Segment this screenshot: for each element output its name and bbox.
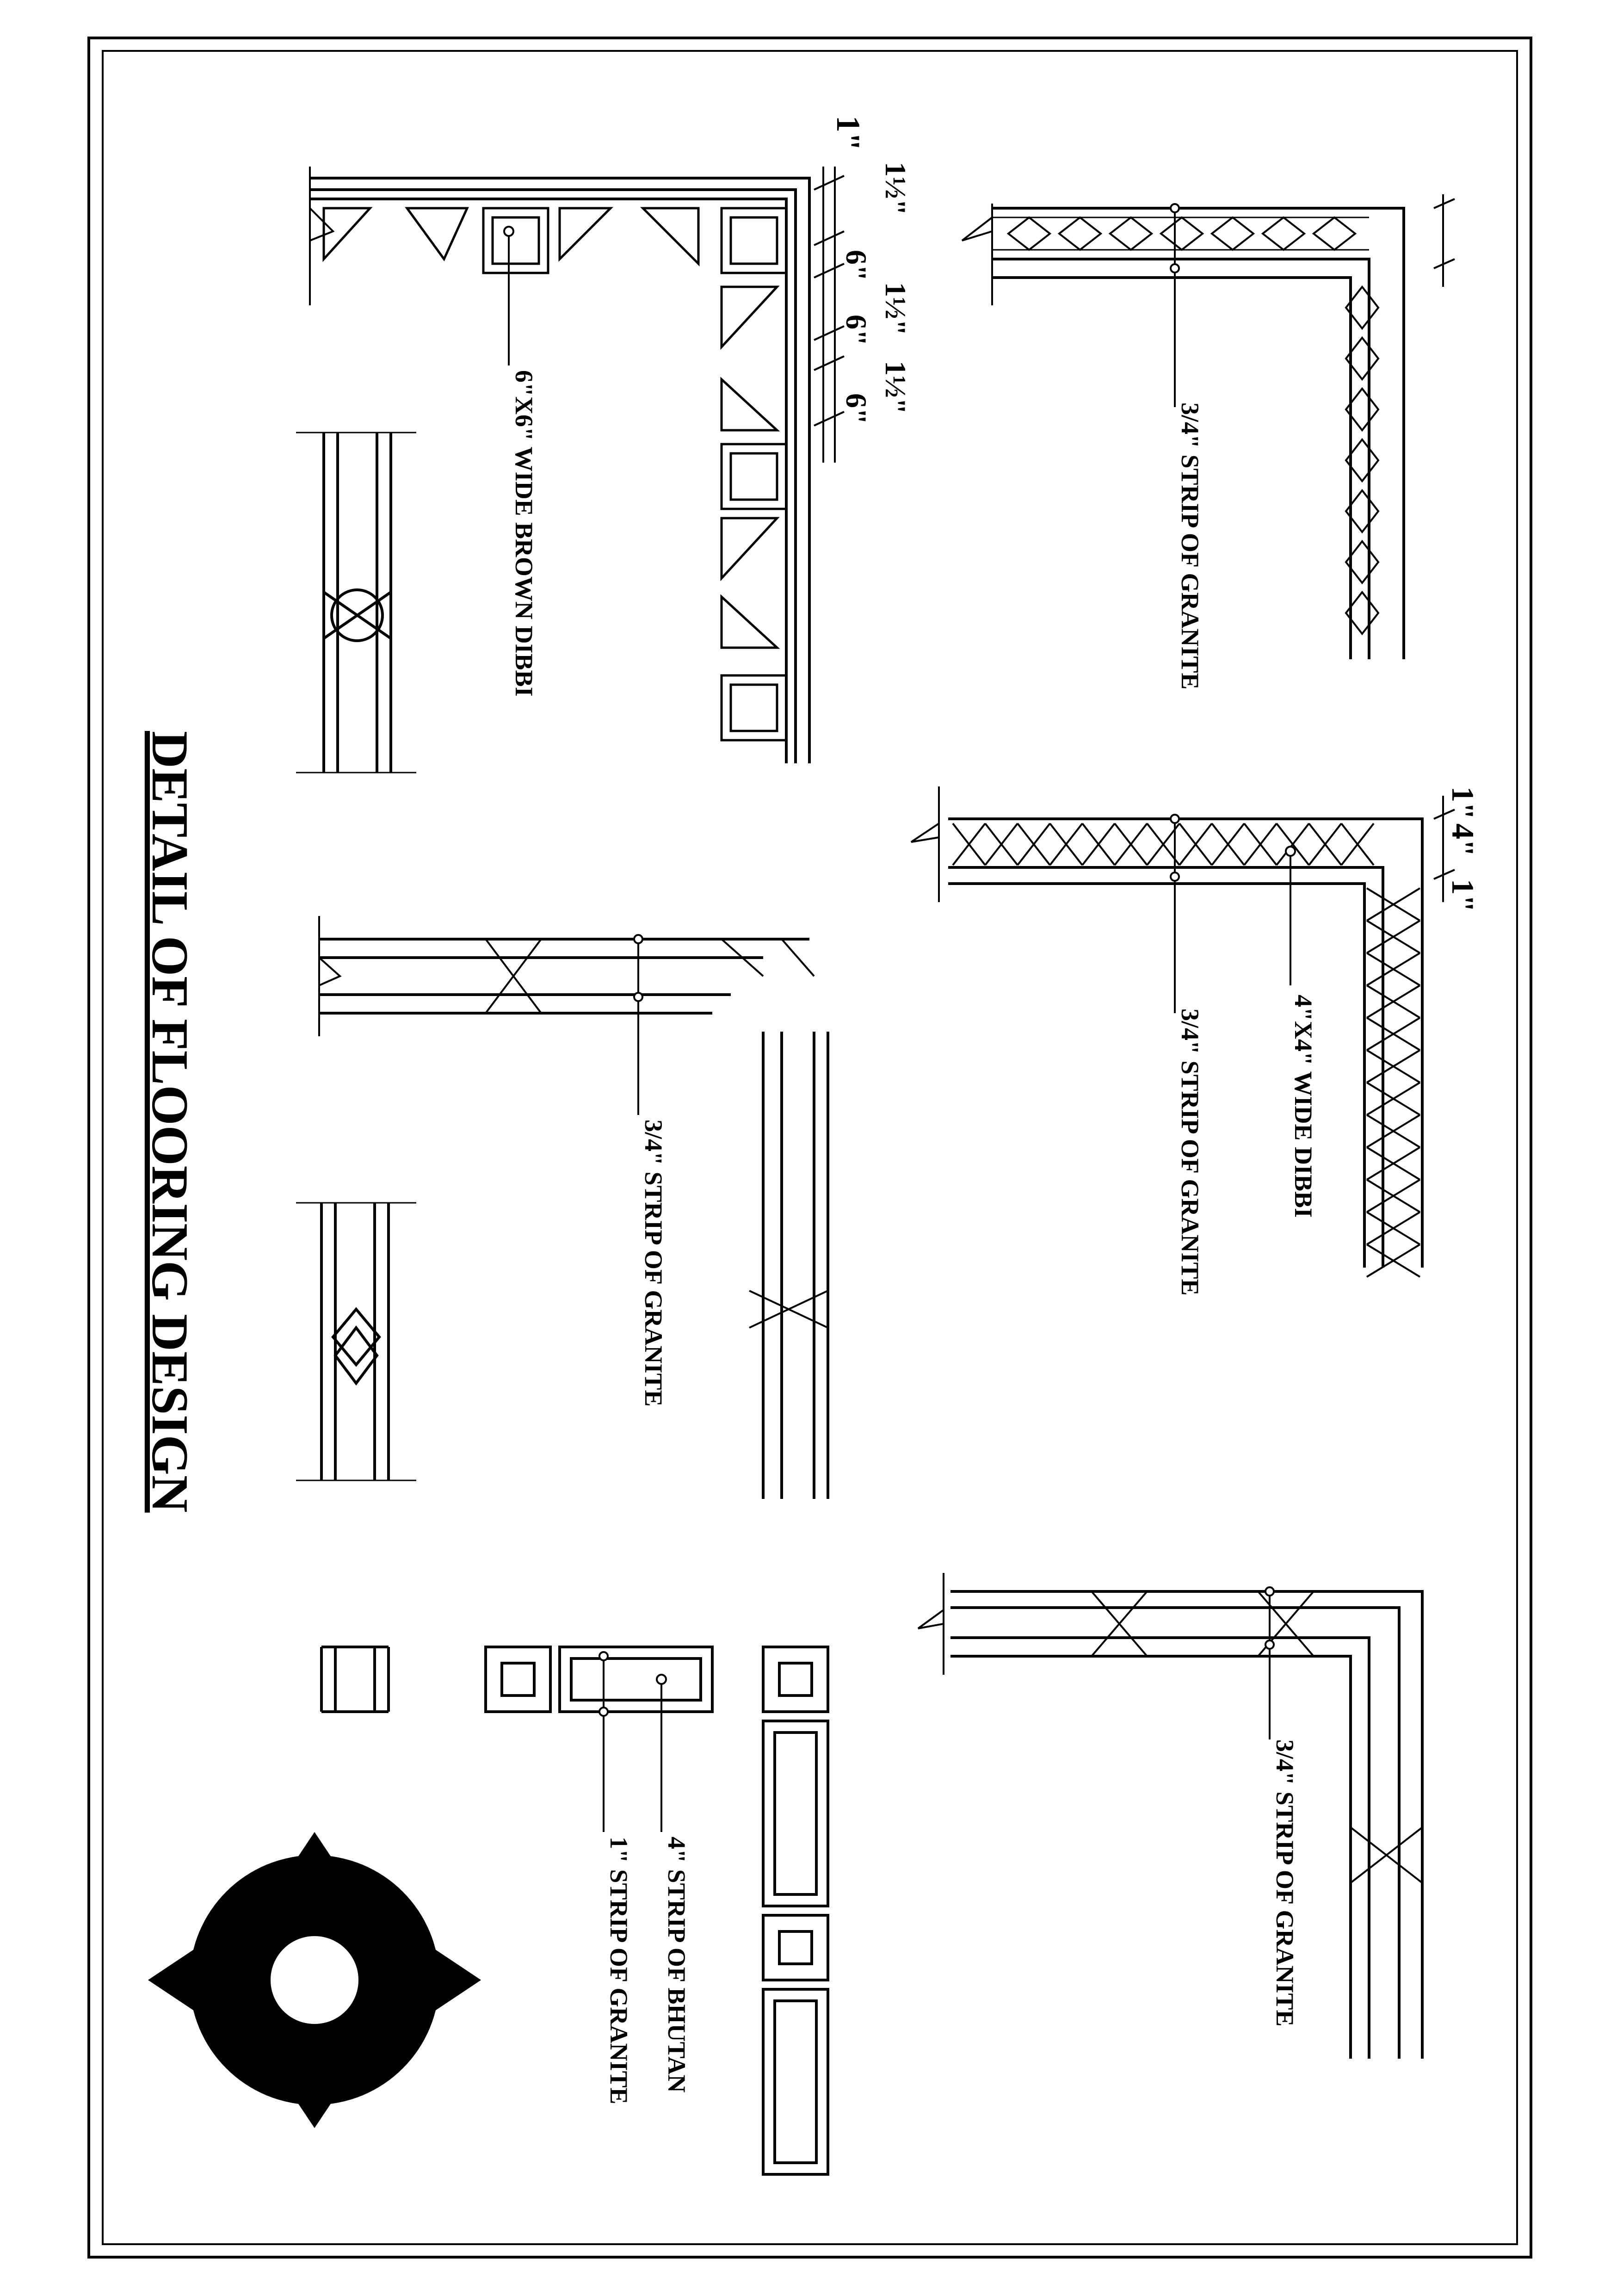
drawing-title: DETAIL OF FLOORING DESIGN bbox=[141, 731, 198, 1513]
label-granite-top: 3/4" STRIP OF GRANITE bbox=[1176, 402, 1204, 690]
label-granite-1inch: 1" STRIP OF GRANITE bbox=[605, 1837, 633, 2104]
dim-right-1-a: 1" bbox=[1445, 786, 1481, 820]
dim-top-1: 1" bbox=[830, 116, 867, 151]
label-granite-hexagon-right: 3/4" STRIP OF GRANITE bbox=[1271, 1739, 1299, 2027]
dim-top-6-c: 6" bbox=[840, 393, 873, 425]
dim-top-1-5-c: 1½" bbox=[879, 361, 912, 415]
label-wide-dibbi: 4"X4" WIDE DIBBI bbox=[1290, 995, 1317, 1218]
dim-top-6-b: 6" bbox=[840, 315, 873, 346]
dim-top-1-5-a: 1½" bbox=[879, 162, 912, 216]
label-granite-crosshatch: 3/4" STRIP OF GRANITE bbox=[1176, 1009, 1204, 1296]
dim-top-6-a: 6" bbox=[840, 250, 873, 281]
label-bhutan-strip: 4" STRIP OF BHUTAN bbox=[663, 1837, 691, 2093]
dim-top-1-5-b: 1½" bbox=[879, 282, 912, 336]
dim-right-4: 4" bbox=[1445, 823, 1481, 857]
label-brown-dibbi: 6"X6" WIDE BROWN DIBBI bbox=[510, 370, 538, 697]
label-granite-hexagon-middle: 3/4" STRIP OF GRANITE bbox=[640, 1120, 667, 1407]
dim-right-1-b: 1" bbox=[1445, 879, 1481, 912]
